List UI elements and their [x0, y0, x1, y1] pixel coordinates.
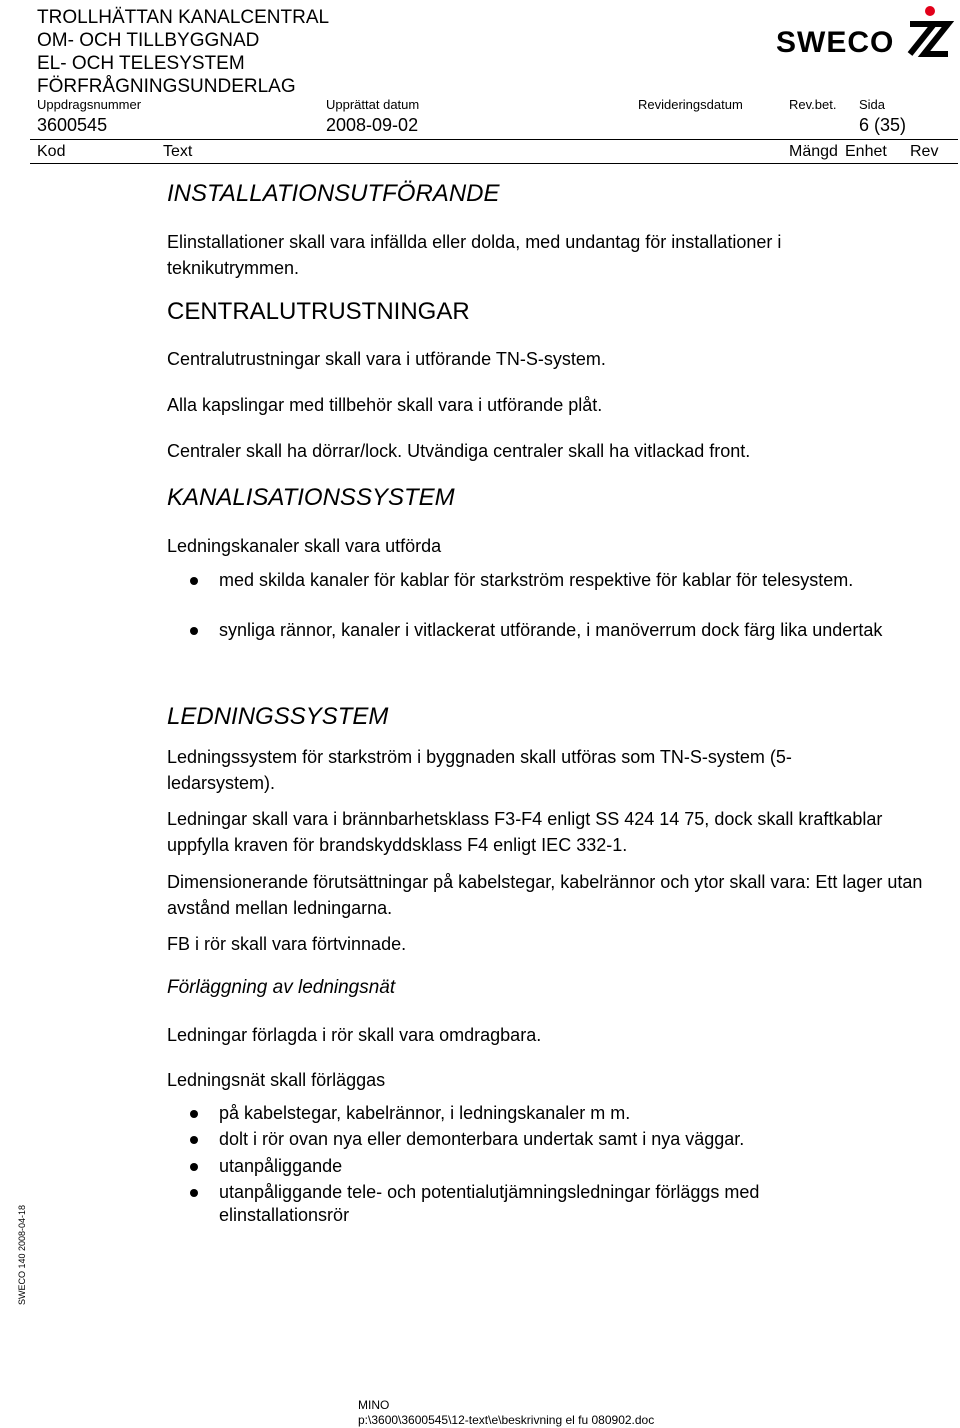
column-unit: Enhet	[845, 143, 887, 160]
forlaggning-paragraph-1: Ledningar förlagda i rör skall vara omdragbara.	[167, 1025, 542, 1045]
label-assignment: Uppdragsnummer	[37, 97, 142, 112]
header-rule-top	[30, 139, 958, 140]
column-code: Kod	[37, 143, 66, 160]
project-title-line-3: EL- OCH TELESYSTEM	[37, 53, 245, 74]
project-title-line-1: TROLLHÄTTAN KANALCENTRAL	[37, 7, 330, 28]
ledning-paragraph-1: Ledningssystem för starkström i byggnaden skall utföras som TN-S-system (5-ledarsystem).	[167, 747, 792, 793]
bullet	[190, 1163, 198, 1171]
kanal-paragraph: Ledningskanaler skall vara utförda	[167, 536, 442, 556]
central-paragraph-3: Centraler skall ha dörrar/lock. Utvändiga centraler skall ha vitlackad front.	[167, 441, 751, 461]
heading-ledning: LEDNINGSSYSTEM	[167, 703, 389, 730]
ledning-paragraph-2: Ledningar skall vara i brännbarhetsklass F3-F4 enligt SS 424 14 75, dock skall kraftkablar uppfylla kraven för brandskyddsklass F4 enligt IEC 332-1.	[167, 809, 883, 855]
label-page: Sida	[859, 97, 886, 112]
installation-paragraph: Elinstallationer skall vara infällda eller dolda, med undantag för installationer i teknikutrymmen.	[167, 232, 782, 278]
label-revision-date: Revideringsdatum	[638, 97, 743, 112]
footer-author: MINO	[358, 1398, 390, 1412]
sweco-figure-icon	[904, 4, 954, 58]
forlaggning-list-item-2: dolt i rör ovan nya eller demonterbara undertak samt i nya väggar.	[219, 1129, 745, 1149]
ledning-paragraph-3: Dimensionerande förutsättningar på kabelstegar, kabelrännor och ytor skall vara: Ett lager utan avstånd mellan ledningarna.	[167, 872, 923, 918]
label-created: Upprättat datum	[326, 97, 420, 112]
label-rev-by: Rev.bet.	[789, 97, 837, 112]
project-title-line-4: FÖRFRÅGNINGSUNDERLAG	[37, 76, 296, 97]
column-quantity: Mängd	[789, 143, 838, 160]
heading-forlaggning: Förläggning av ledningsnät	[167, 977, 396, 998]
logo-text: SWECO	[776, 26, 895, 59]
bullet	[190, 1110, 198, 1118]
bullet	[190, 1136, 198, 1144]
footer-file-path: p:\3600\3600545\12-text\e\beskrivning el fu 080902.doc	[358, 1413, 655, 1427]
column-rev: Rev	[910, 143, 939, 160]
sweco-logo	[776, 4, 956, 60]
bullet	[190, 627, 198, 635]
central-paragraph-2: Alla kapslingar med tillbehör skall vara i utförande plåt.	[167, 395, 603, 415]
kanal-list-item-2: synliga rännor, kanaler i vitlackerat utförande, i manöverrum dock färg lika undertak	[219, 620, 883, 640]
central-paragraph-1: Centralutrustningar skall vara i utförande TN-S-system.	[167, 349, 606, 369]
project-title-line-2: OM- OCH TILLBYGGNAD	[37, 30, 260, 51]
bullet	[190, 1189, 198, 1197]
forlaggning-paragraph-2: Ledningsnät skall förläggas	[167, 1070, 386, 1090]
assignment-number: 3600545	[37, 115, 108, 135]
heading-installation: INSTALLATIONSUTFÖRANDE	[167, 180, 500, 207]
forlaggning-list-item-1: på kabelstegar, kabelrännor, i ledningskanaler m m.	[219, 1103, 631, 1123]
column-text: Text	[163, 143, 193, 160]
bullet	[190, 577, 198, 585]
ledning-paragraph-4: FB i rör skall vara förtvinnade.	[167, 934, 407, 954]
forlaggning-list-item-3: utanpåliggande	[219, 1156, 343, 1176]
heading-kanal: KANALISATIONSSYSTEM	[167, 484, 455, 511]
heading-central: CENTRALUTRUSTNINGAR	[167, 298, 470, 325]
created-date: 2008-09-02	[326, 115, 419, 135]
side-document-code: SWECO 140 2008-04-18	[17, 1204, 27, 1305]
header-rule-bottom	[30, 163, 958, 164]
forlaggning-list-item-4: utanpåliggande tele- och potentialutjämningsledningar förläggs med elinstallationsrör	[219, 1182, 760, 1225]
kanal-list-item-1: med skilda kanaler för kablar för starkström respektive för kablar för telesystem.	[219, 570, 854, 590]
page-number: 6 (35)	[859, 115, 907, 135]
